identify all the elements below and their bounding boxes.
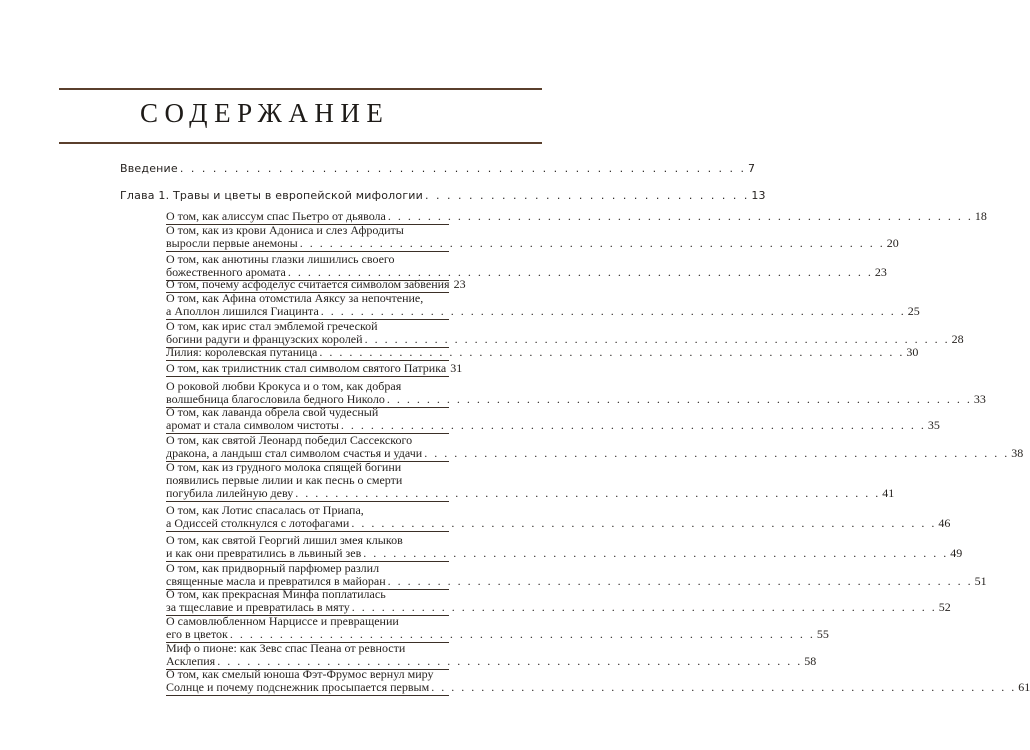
toc-page-number: 20 — [886, 236, 899, 250]
toc-page-number: 52 — [938, 600, 951, 614]
toc-entry-text: О том, почему асфоделус считается символом забвения — [166, 277, 450, 291]
toc-page-number: 35 — [927, 418, 940, 432]
toc-page-number: 23 — [453, 277, 466, 291]
toc-entry-text: а Одиссей столкнулся с лотофагами — [166, 516, 350, 530]
toc-entry[interactable] — [166, 614, 829, 641]
dot-leader: . . . . . . . . . . . . . . . . . . . . . . . . . . . . . . . . . . . . . . . . . . . . . . . . . . . . . . . . . . . — [387, 209, 973, 223]
toc-entry-text: дракона, а ландыш стал символом счастья и удачи — [166, 446, 423, 460]
toc-entry[interactable] — [166, 277, 466, 291]
dot-leader: . . . . . . . . . . . . . . . . . . . . . . . . . . . . . . . . . . . . . . . . . . . . . . . . . . . . . . . . . . . — [364, 332, 950, 346]
toc-entry[interactable] — [166, 209, 987, 223]
toc-entry-text: О том, как святой Георгий лишил змея клыков — [166, 533, 403, 547]
toc-entry[interactable] — [166, 460, 895, 500]
dot-leader: . . . . . . . . . . . . . . . . . . . . . . . . . . . . . . . . . . . . . . . . . . . . . . . . . . . . . . . . . . . — [424, 446, 1010, 460]
toc-entry-text: Лилия: королевская путаница — [166, 345, 318, 359]
toc-page-number: 58 — [804, 654, 817, 668]
toc-entry[interactable] — [166, 319, 964, 346]
toc-entry[interactable] — [166, 433, 1024, 460]
toc-entry[interactable] — [166, 503, 951, 530]
toc-entry-text: выросли первые анемоны — [166, 236, 298, 250]
dot-leader: . . . . . . . . . . . . . . . . . . . . . . . . . . . . . . . . . . . . . . . . . . . . . . . . . . . . . . . . . . . — [386, 392, 972, 406]
entry-separator — [166, 695, 449, 696]
toc-page-number: 30 — [906, 345, 919, 359]
dot-leader: . . . . . . . . . . . . . . . . . . . . . . . . . . . . . . . . . . . . . . . . . . . . . . . . . . . . . . . . . . . — [287, 265, 873, 279]
toc-entry-text: священные масла и превратился в майоран — [166, 574, 386, 588]
dot-leader: . . . . . . . . . . . . . . . . . . . . . . . . . . . . . . . . . . . . . . . . . . . . . . . . . . . . . . . . . . . — [229, 627, 815, 641]
toc-entry-text: О том, как прекрасная Минфа поплатилась — [166, 587, 386, 601]
dot-leader: . . . . . . . . . . . . . . . . . . . . . . . . . . . . . . . . . . . . . . . . . . . . . . . . . . . . . . . . . . . — [363, 546, 949, 560]
toc-page-number: 18 — [974, 209, 987, 223]
dot-leader: . . . . . . . . . . . . . . . . . . . . . . . . . . . . . . . . . . . . . . . . . . . . . . . . . . . . . . . . . . . — [340, 418, 926, 432]
toc-entry-text: божественного аромата — [166, 265, 286, 279]
toc-entry-text: а Аполлон лишился Гиацинта — [166, 304, 319, 318]
dot-leader: . . . . . . . . . . . . . . . . . . . . . . . . . . . . . . . . . . . . . . . . . . . . . . . . . . . . . . . . . . . — [319, 345, 905, 359]
toc-page-number: 13 — [751, 189, 766, 202]
toc-page-number: 61 — [1018, 680, 1030, 694]
toc-entry-text: О том, как лаванда обрела свой чудесный — [166, 405, 379, 419]
toc-entry-text: О том, как трилистник стал символом святого Патрика — [166, 361, 447, 375]
toc-entry-text: О том, как смелый юноша Фэт-Фрумос вернул миру — [166, 667, 434, 681]
toc-entry[interactable] — [166, 561, 987, 588]
toc-entry-text: О том, как ирис стал эмблемой греческой — [166, 319, 378, 333]
toc-page-number: 51 — [974, 574, 987, 588]
toc-entry-text: и как они превратились в львиный зев — [166, 546, 362, 560]
page-title: СОДЕРЖАНИЕ — [140, 98, 390, 128]
dot-leader: . . . . . . . . . . . . . . . . . . . . . . . . . . . . . . — [425, 189, 750, 202]
toc-entry-text: О том, как святой Леонард победил Сассекского — [166, 433, 413, 447]
toc-entry-text: его в цветок — [166, 627, 228, 641]
dot-leader: . . . . . . . . . . . . . . . . . . . . . . . . . . . . . . . . . . . . . . . . . . . . . . . . . . . . . . . . . . . — [351, 516, 937, 530]
toc-page-number: 46 — [938, 516, 951, 530]
entry-separator — [166, 376, 449, 377]
dot-leader: . . . . . . . . . . . . . . . . . . . . . . . . . . . . . . . . . . . . . . . . . . . . . . . . . . . . — [179, 162, 747, 175]
toc-entry[interactable] — [166, 667, 1030, 694]
toc-entry-text: О роковой любви Крокуса и о том, как добрая — [166, 379, 402, 393]
toc-entry-text: О том, как придворный парфюмер разлил — [166, 561, 380, 575]
toc-entry[interactable] — [166, 533, 963, 560]
entry-separator — [166, 531, 449, 532]
dot-leader: . . . . . . . . . . . . . . . . . . . . . . . . . . . . . . . . . . . . . . . . . . . . . . . . . . . . . . . . . . . — [387, 574, 973, 588]
toc-entry[interactable] — [166, 405, 940, 432]
toc-entry-text: О том, как алиссум спас Пьетро от дьявола — [166, 209, 386, 223]
toc-entry[interactable] — [166, 291, 920, 318]
toc-entry-intro[interactable] — [120, 162, 756, 175]
dot-leader: . . . . . . . . . . . . . . . . . . . . . . . . . . . . . . . . . . . . . . . . . . . . . . . . . . . . . . . . . . . — [217, 654, 803, 668]
toc-page-number: 55 — [816, 627, 829, 641]
toc-entry-text: О том, как из грудного молока спящей богини — [166, 460, 402, 474]
toc-entry-text: О том, как анютины глазки лишились своего — [166, 252, 395, 266]
toc-entry-label: Введение — [120, 162, 178, 175]
dot-leader: . . . . . . . . . . . . . . . . . . . . . . . . . . . . . . . . . . . . . . . . . . . . . . . . . . . . . . . . . . . — [295, 486, 881, 500]
toc-entry[interactable] — [166, 641, 817, 668]
toc-entry-text: за тщеславие и превратилась в мяту — [166, 600, 350, 614]
header-rule-top — [59, 88, 542, 90]
toc-entry[interactable] — [166, 252, 887, 279]
dot-leader: . . . . . . . . . . . . . . . . . . . . . . . . . . . . . . . . . . . . . . . . . . . . . . . . . . . . . . . . . . . — [320, 304, 906, 318]
toc-entry[interactable] — [166, 587, 951, 614]
entry-separator — [166, 501, 449, 502]
toc-entry-text: Солнце и почему подснежник просыпается первым — [166, 680, 430, 694]
toc-entry-text: О самовлюбленном Нарциссе и превращении — [166, 614, 399, 628]
toc-entry-text: Миф о пионе: как Зевс спас Пеана от ревности — [166, 641, 406, 655]
toc-page-number: 7 — [748, 162, 756, 175]
toc-entry-text: волшебница благословила бедного Николо — [166, 392, 385, 406]
toc-entry[interactable] — [166, 223, 899, 250]
toc-entry[interactable] — [166, 361, 463, 375]
toc-page-number: 25 — [907, 304, 920, 318]
toc-page-number: 31 — [450, 361, 463, 375]
dot-leader: . . . . . . . . . . . . . . . . . . . . . . . . . . . . . . . . . . . . . . . . . . . . . . . . . . . . . . . . . . . — [351, 600, 937, 614]
dot-leader: . . . . . . . . . . . . . . . . . . . . . . . . . . . . . . . . . . . . . . . . . . . . . . . . . . . . . . . . . . . — [431, 680, 1017, 694]
toc-page-number: 41 — [882, 486, 895, 500]
toc-page-number: 38 — [1011, 446, 1024, 460]
toc-entry-text: богини радуги и французских королей — [166, 332, 363, 346]
toc-page-number: 28 — [951, 332, 964, 346]
toc-entry-text: погубила лилейную деву — [166, 486, 294, 500]
dot-leader: . . . . . . . . . . . . . . . . . . . . . . . . . . . . . . . . . . . . . . . . . . . . . . . . . . . . . . . . . . . — [299, 236, 885, 250]
toc-entry[interactable] — [166, 379, 986, 406]
toc-entry-text: О том, как Лотис спасалась от Приапа, — [166, 503, 364, 517]
toc-entry-text: аромат и стала символом чистоты — [166, 418, 339, 432]
toc-entry-text: О том, как из крови Адониса и слез Афродиты — [166, 223, 404, 237]
toc-page-number: 33 — [973, 392, 986, 406]
toc-entry-label: Глава 1. Травы и цветы в европейской мифологии — [120, 189, 424, 202]
toc-page-number: 23 — [874, 265, 887, 279]
toc-entry-text: Асклепия — [166, 654, 216, 668]
toc-entry-text: появились первые лилии и как песнь о смерти — [166, 473, 403, 487]
toc-page-number: 49 — [950, 546, 963, 560]
header-rule-bottom — [59, 142, 542, 144]
toc-entry-text: О том, как Афина отомстила Аяксу за непочтение, — [166, 291, 424, 305]
toc-entry[interactable] — [166, 345, 919, 359]
toc-entry-chapter[interactable] — [120, 189, 766, 202]
